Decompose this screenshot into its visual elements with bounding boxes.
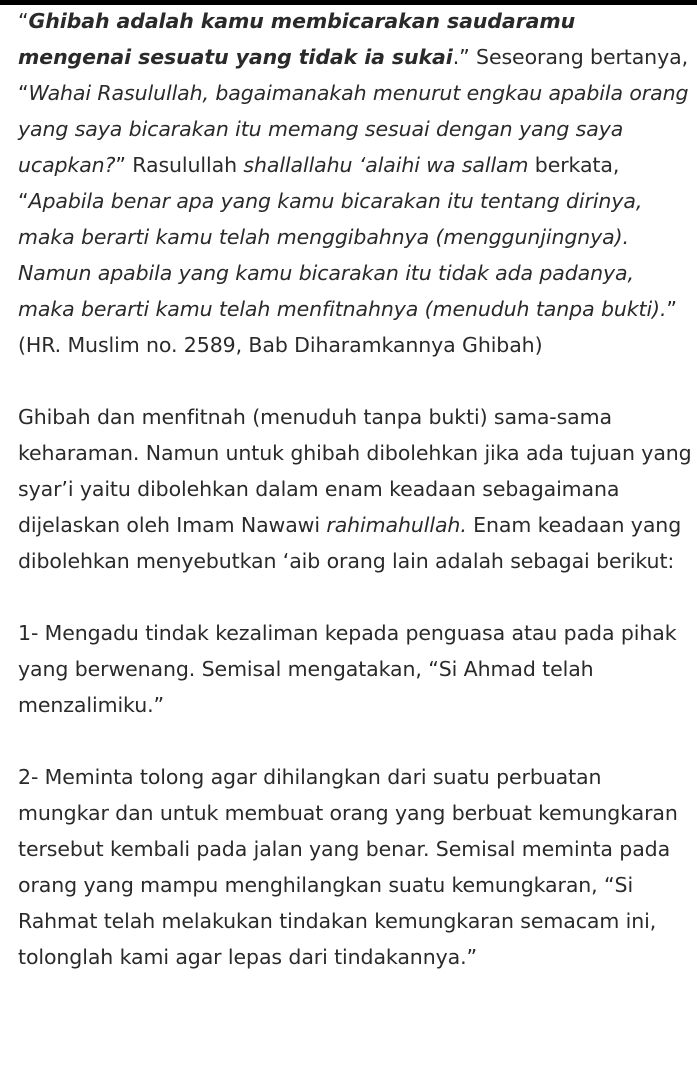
ghibah-definition: Ghibah adalah kamu membicarakan saudaramu mengenai sesuatu yang tidak ia sukai	[18, 9, 576, 69]
explanation-text-after: Enam keadaan yang dibolehkan menyebutkan ‘aib orang lain adalah sebagai berikut:	[18, 513, 682, 573]
answer-text: Apabila benar apa yang kamu bicarakan itu tentang dirinya, maka berarti kamu telah menggibahnya (menggunjingnya). Namun apabila yang kamu bicarakan itu tidak ada padanya, maka berarti kamu telah menfitnahnya (menuduh tanpa bukti).	[18, 189, 667, 321]
after-definition: .” Seseorang bertanya, “	[18, 45, 688, 105]
explanation-text-before: Ghibah dan menfitnah (menuduh tanpa bukti) sama-sama keharaman. Namun untuk ghibah dibolehkan jika ada tujuan yang syar’i yaitu dibolehkan dalam enam keadaan sebagaimana dijelaskan oleh Imam Nawawi	[18, 405, 692, 537]
paragraph-gap	[18, 579, 694, 615]
question-text: Wahai Rasulullah, bagaimanakah menurut engkau apabila orang yang saya bicarakan itu memang sesuai dengan yang saya ucapkan?	[18, 81, 689, 177]
list-item-2: 2- Meminta tolong agar dihilangkan dari suatu perbuatan mungkar dan untuk membuat orang yang berbuat kemungkaran tersebut kembali pada jalan yang benar. Semisal meminta pada orang yang mampu menghilangkan suatu kemungkaran, “Si Rahmat telah melakukan tindakan kemungkaran semacam ini, tolonglah kami agar lepas dari tindakannya.”	[18, 765, 678, 969]
open-quote: “	[18, 9, 29, 33]
article-body	[18, 3, 694, 975]
says-text: berkata, “	[18, 153, 620, 213]
salawat-text: shallallahu ‘alaihi wa sallam	[243, 153, 529, 177]
explanation-paragraph	[18, 399, 694, 579]
hadith-paragraph	[18, 3, 694, 363]
paragraph-gap	[18, 723, 694, 759]
hadith-reference: ” (HR. Muslim no. 2589, Bab Diharamkannya Ghibah)	[18, 297, 677, 357]
paragraph-gap	[18, 363, 694, 399]
after-question: ” Rasulullah	[115, 153, 244, 177]
list-item-1: 1- Mengadu tindak kezaliman kepada penguasa atau pada pihak yang berwenang. Semisal mengatakan, “Si Ahmad telah menzalimiku.”	[18, 621, 677, 717]
honorific-text: rahimahullah.	[326, 513, 467, 537]
